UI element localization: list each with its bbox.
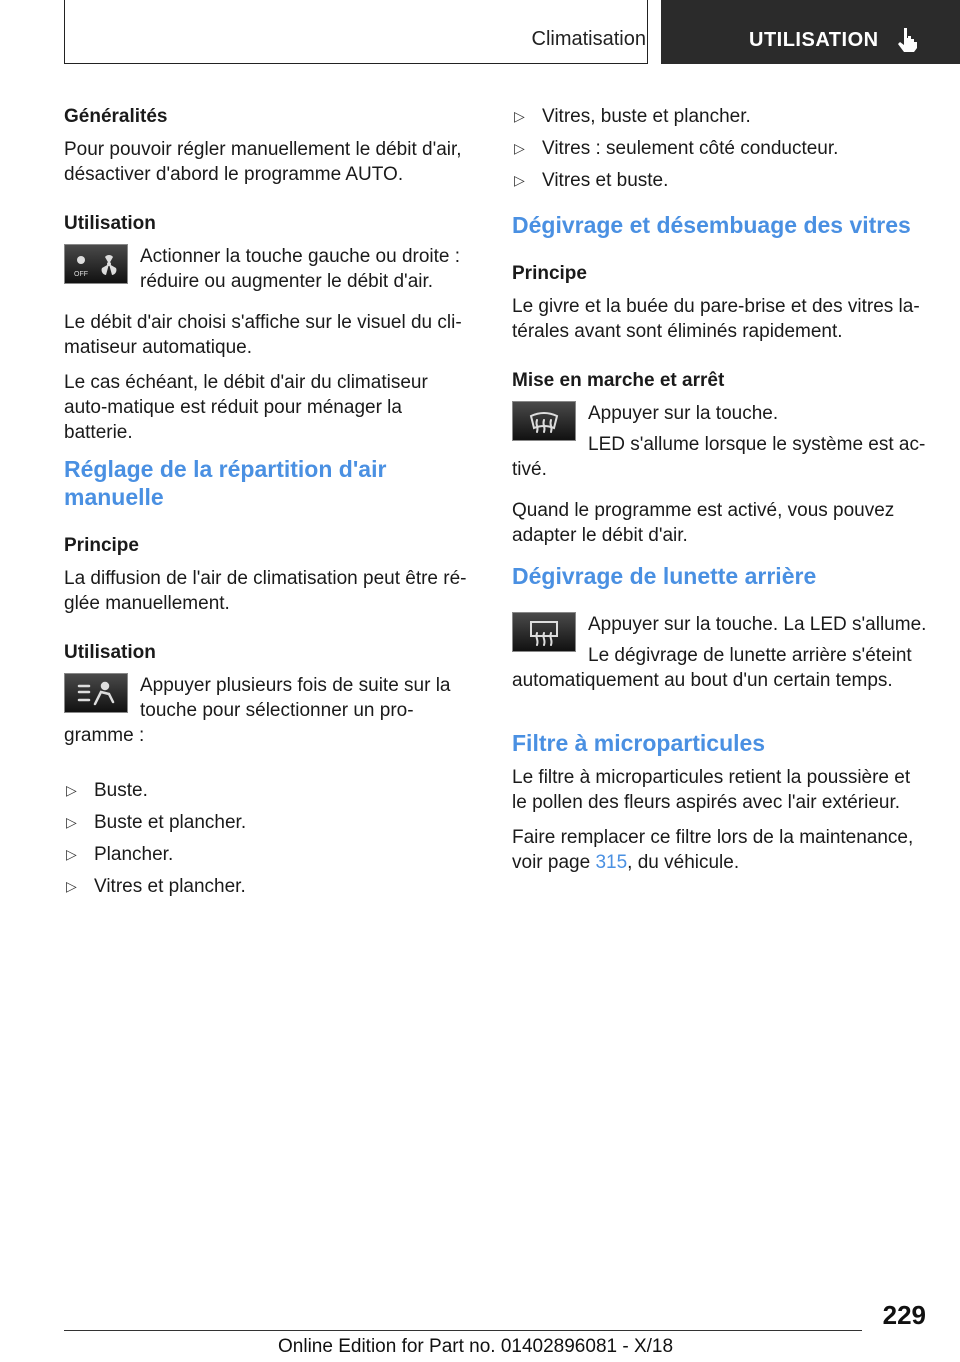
fan-button-row	[64, 244, 474, 300]
utilisation-paragraph-1: Le débit d'air choisi s'affiche sur le visuel du cli-matiseur automatique.	[64, 312, 462, 358]
marche-icon-text-1: Appuyer sur la touche.	[588, 403, 779, 424]
triangle-bullet-icon: ▷	[66, 846, 77, 862]
filtre-text: Le filtre à microparticules retient la poussière et le pollen des fleurs aspirés avec l'air extérieur.	[512, 767, 911, 813]
rear-window-button-row	[512, 612, 927, 699]
header-section-title: Climatisation	[531, 28, 646, 50]
generalites-heading: Généralités	[64, 106, 168, 127]
fan-button-text: Actionner la touche gauche ou droite : réduire ou augmenter le débit d'air.	[140, 246, 461, 292]
triangle-bullet-icon: ▷	[66, 814, 77, 830]
principe-heading-right: Principe	[512, 263, 587, 284]
header-chapter-title: UTILISATION	[749, 29, 879, 51]
principe-text-right: Le givre et la buée du pare-brise et des vitres la-térales avant sont éliminés rapidement.	[512, 296, 920, 342]
triangle-bullet-icon: ▷	[514, 108, 525, 124]
header-chapter-tab	[661, 0, 960, 64]
windshield-button-row	[512, 401, 927, 488]
utilisation-paragraph-2: Le cas échéant, le débit d'air du climatiseur auto-matique est réduit pour ménager la batterie.	[64, 372, 428, 443]
generalites-text: Pour pouvoir régler manuellement le débit d'air, désactiver d'abord le programme AUTO.	[64, 139, 462, 185]
marche-paragraph: Quand le programme est activé, vous pouvez adapter le débit d'air.	[512, 500, 895, 546]
lunette-icon-text-1: Appuyer sur la touche. La LED s'allume.	[588, 614, 927, 635]
hand-pointer-icon	[895, 26, 921, 52]
svg-text:OFF: OFF	[74, 271, 88, 278]
list-item: ▷ Vitres et buste.	[514, 170, 669, 191]
reglage-heading: Réglage de la répartition d'air manuelle	[64, 456, 387, 510]
list-item: ▷ Vitres et plancher.	[66, 876, 246, 897]
list-item: ▷ Buste et plancher.	[66, 812, 247, 833]
windshield-defrost-button-icon	[512, 401, 576, 441]
principe-heading: Principe	[64, 535, 139, 556]
distribution-button-row	[64, 673, 474, 754]
lunette-heading: Dégivrage de lunette arrière	[512, 563, 817, 589]
list-item: ▷ Plancher.	[66, 844, 174, 865]
triangle-bullet-icon: ▷	[514, 140, 525, 156]
utilisation-heading: Utilisation	[64, 213, 156, 234]
filtre-heading: Filtre à microparticules	[512, 730, 766, 756]
air-distribution-button-icon	[64, 673, 128, 713]
footer-divider	[64, 1330, 862, 1331]
page-reference-link[interactable]: 315	[595, 852, 628, 873]
left-column	[64, 104, 474, 906]
list-item: ▷ Vitres, buste et plancher.	[514, 106, 751, 127]
triangle-bullet-icon: ▷	[66, 878, 77, 894]
program-list-right	[512, 104, 927, 193]
page-number: 229	[882, 1300, 926, 1330]
principe-text: La diffusion de l'air de climatisation peut être ré-glée manuellement.	[64, 568, 467, 614]
degivrage-heading: Dégivrage et désembuage des vitres	[512, 212, 911, 238]
fan-speed-button-icon	[64, 244, 128, 284]
marche-heading: Mise en marche et arrêt	[512, 370, 725, 391]
utilisation2-heading: Utilisation	[64, 642, 156, 663]
right-column	[512, 104, 927, 885]
triangle-bullet-icon: ▷	[514, 172, 525, 188]
distribution-button-text: Appuyer plusieurs fois de suite sur la touche pour sélectionner un pro-gramme :	[64, 675, 451, 746]
list-item: ▷ Buste.	[66, 780, 148, 801]
rear-window-defrost-button-icon	[512, 612, 576, 652]
filtre-text-2: Faire remplacer ce filtre lors de la maintenance, voir page 315, du véhicule.	[512, 827, 914, 873]
program-list-left	[64, 778, 474, 899]
footer-edition: Online Edition for Part no. 01402896081 - X/18	[278, 1336, 674, 1357]
lunette-icon-text-2: Le dégivrage de lunette arrière s'éteint automatiquement au bout d'un certain temps.	[512, 645, 912, 691]
marche-icon-text-2: LED s'allume lorsque le système est ac-tivé.	[512, 434, 926, 480]
list-item: ▷ Vitres : seulement côté conducteur.	[514, 138, 839, 159]
triangle-bullet-icon: ▷	[66, 782, 77, 798]
